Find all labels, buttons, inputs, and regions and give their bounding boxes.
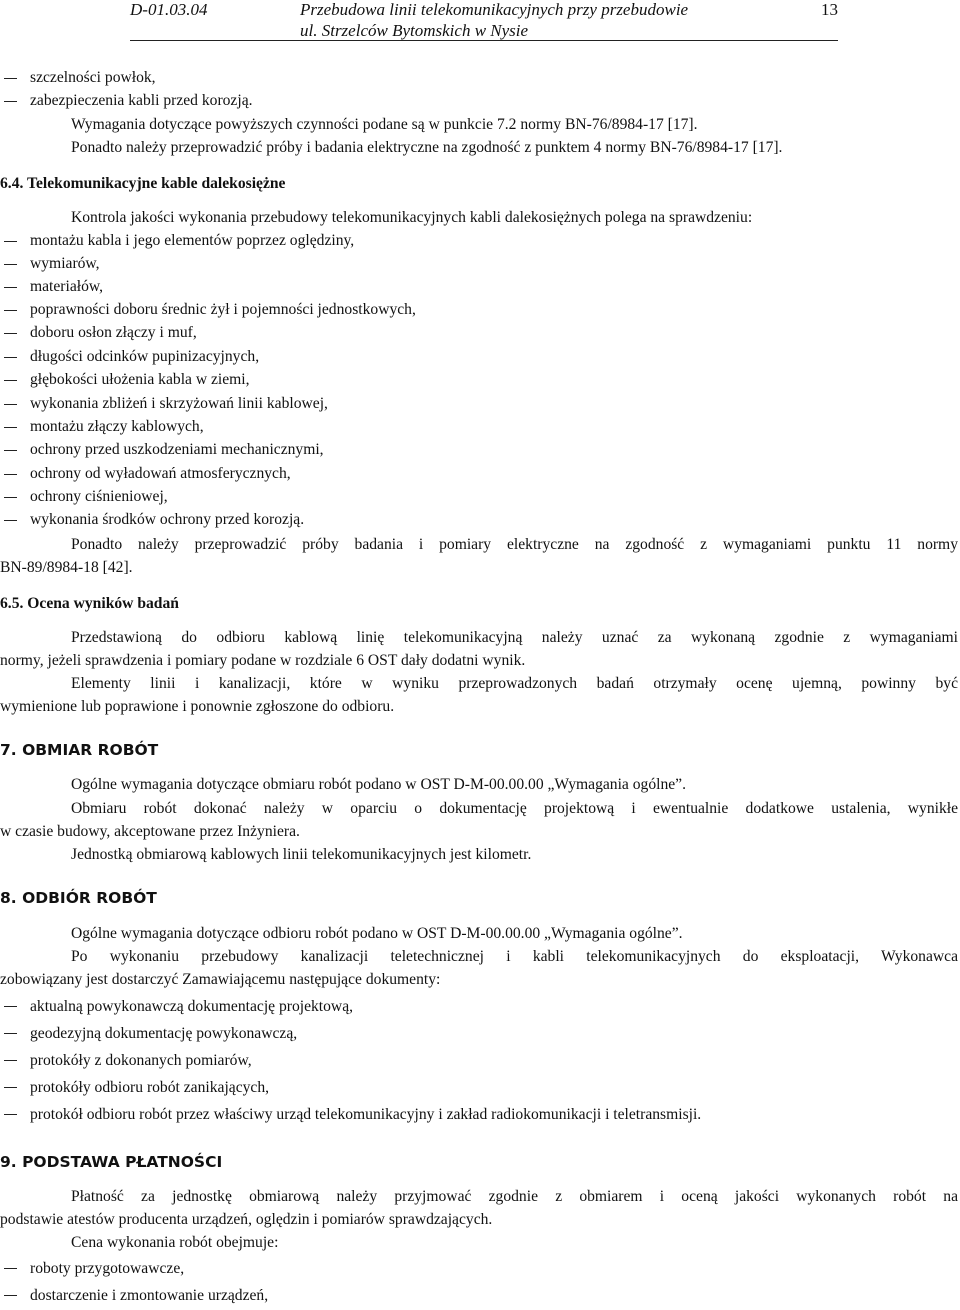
list-item: wykonania środków ochrony przed korozją. [30,511,305,528]
section-heading-8: 8. ODBIÓR ROBÓT [0,889,157,907]
list-item: szczelności powłok, [30,69,156,86]
list-item: ochrony ciśnieniowej, [30,488,168,505]
list-dash [4,78,17,79]
list-dash [4,1006,17,1007]
list-dash [4,310,17,311]
paragraph-line: normy, jeżeli sprawdzenia i pomiary podane w rozdziale 6 OST dały dodatni wynik. [0,652,526,669]
list-item: materiałów, [30,278,104,295]
paragraph-line: Obmiaru robót dokonać należy w oparciu o dokumentację projektową i ewentualnie dodatkowe ustalenia, wynikłe [71,800,958,817]
paragraph-line: Płatność za jednostkę obmiarową należy przyjmować zgodnie z obmiarem i oceną jakości wykonanych robót na [71,1188,958,1205]
paragraph-line: zobowiązany jest dostarczyć Zamawiającemu następujące dokumenty: [0,971,441,988]
paragraph: Wymagania dotyczące powyższych czynności podane są w punkcie 7.2 normy BN-76/8984-17 [17]. [71,116,698,133]
list-dash [4,404,17,405]
paragraph-line: wymienione lub poprawione i ponownie zgłoszone do odbioru. [0,698,395,715]
paragraph-line: Przedstawioną do odbioru kablową linię telekomunikacyjną należy uznać za wykonaną zgodnie z wymaganiami [71,629,958,646]
list-dash [4,264,17,265]
paragraph: Cena wykonania robót obejmuje: [71,1234,279,1251]
list-item: dostarczenie i zmontowanie urządzeń, [30,1287,269,1304]
list-item: głębokości ułożenia kabla w ziemi, [30,371,250,388]
list-item: aktualną powykonawczą dokumentację projektową, [30,998,354,1015]
list-item: roboty przygotowawcze, [30,1260,185,1277]
doc-title-line1: Przebudowa linii telekomunikacyjnych przy przebudowie [300,0,689,19]
list-dash [4,1268,17,1269]
list-dash [4,1087,17,1088]
paragraph-line: BN-89/8984-18 [42]. [0,559,133,576]
page-number: 13 [821,0,838,19]
list-dash [4,450,17,451]
paragraph-line: Elementy linii i kanalizacji, które w wyniku przeprowadzonych badań otrzymały ocenę ujemną, powinny być [71,675,958,692]
list-dash [4,333,17,334]
paragraph-line: w czasie budowy, akceptowane przez Inżyniera. [0,823,300,840]
list-item: doboru osłon złączy i muf, [30,324,197,341]
list-item: ochrony od wyładowań atmosferycznych, [30,465,291,482]
doc-code: D-01.03.04 [130,0,208,19]
list-item: protokóły z dokonanych pomiarów, [30,1052,252,1069]
list-item: geodezyjną dokumentację powykonawczą, [30,1025,298,1042]
doc-title-line2: ul. Strzelców Bytomskich w Nysie [300,21,529,40]
paragraph-line: Po wykonaniu przebudowy kanalizacji teletechnicznej i kabli telekomunikacyjnych do eksploatacji, Wykonawca [71,948,958,965]
list-dash [4,101,17,102]
list-dash [4,1060,17,1061]
list-dash [4,380,17,381]
list-item: protokół odbioru robót przez właściwy urząd telekomunikacyjny i zakład radiokomunikacji i teletransmisji. [30,1106,702,1123]
paragraph-line: podstawie atestów producenta urządzeń, oględzin i pomiarów sprawdzających. [0,1211,493,1228]
list-item: długości odcinków pupinizacyjnych, [30,348,260,365]
list-item: wymiarów, [30,255,100,272]
section-heading-6-4: 6.4. Telekomunikacyjne kable dalekosiężne [0,175,286,192]
page-header [130,0,838,41]
paragraph: Ogólne wymagania dotyczące odbioru robót podano w OST D-M-00.00.00 „Wymagania ogólne”. [71,925,683,942]
list-item: wykonania zbliżeń i skrzyżowań linii kablowej, [30,395,328,412]
list-dash [4,287,17,288]
section-heading-6-5: 6.5. Ocena wyników badań [0,595,179,612]
list-item: montażu kabla i jego elementów poprzez oględziny, [30,232,355,249]
section-heading-9: 9. PODSTAWA PŁATNOŚCI [0,1153,223,1171]
paragraph: Kontrola jakości wykonania przebudowy telekomunikacyjnych kabli dalekosiężnych polega na sprawdzeniu: [71,209,753,226]
list-item: montażu złączy kablowych, [30,418,204,435]
paragraph: Ponadto należy przeprowadzić próby i badania elektryczne na zgodność z punktem 4 normy BN-76/8984-17 [17]. [71,139,783,156]
list-dash [4,1114,17,1115]
section-heading-7: 7. OBMIAR ROBÓT [0,741,159,759]
list-item: poprawności doboru średnic żył i pojemności jednostkowych, [30,301,416,318]
list-dash [4,241,17,242]
list-dash [4,1033,17,1034]
list-dash [4,520,17,521]
paragraph-line: Ponadto należy przeprowadzić próby badania i pomiary elektryczne na zgodność z wymaganiami punktu 11 normy [71,536,958,553]
list-dash [4,427,17,428]
list-item: zabezpieczenia kabli przed korozją. [30,92,253,109]
list-dash [4,497,17,498]
list-dash [4,357,17,358]
list-item: protokóły odbioru robót zanikających, [30,1079,270,1096]
list-dash [4,474,17,475]
list-dash [4,1295,17,1296]
list-item: ochrony przed uszkodzeniami mechanicznymi, [30,441,324,458]
paragraph: Ogólne wymagania dotyczące obmiaru robót podano w OST D-M-00.00.00 „Wymagania ogólne”. [71,776,686,793]
paragraph: Jednostką obmiarową kablowych linii telekomunikacyjnych jest kilometr. [71,846,532,863]
